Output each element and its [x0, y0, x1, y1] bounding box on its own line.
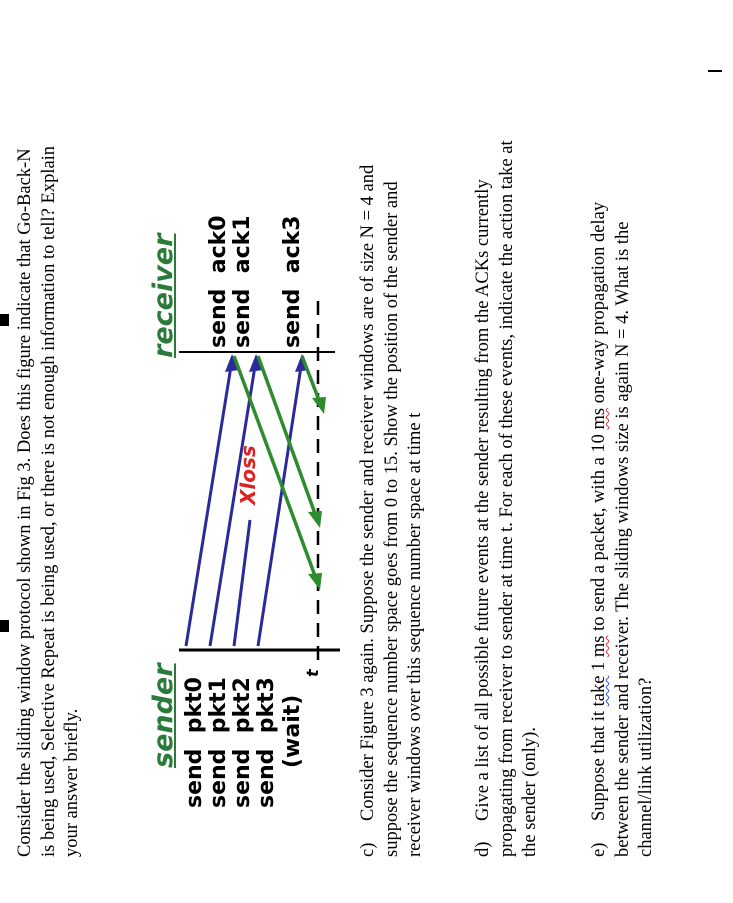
intro-line-2: is being used, Selective Repeat is being used, or there is not enough information to tell? Explain: [38, 145, 59, 857]
intro-line-1: Consider the sliding window protocol shown in Fig 3. Does this figure indicate that Go-Back-N: [15, 148, 35, 857]
sender-heading: sender: [148, 663, 179, 768]
question-c-line-1: Consider Figure 3 again. Suppose the sender and receiver windows are of size N = 4 and: [358, 164, 378, 821]
question-e-line-1b: 1: [589, 657, 609, 676]
question-e-line-1d: one-way propagation delay: [589, 201, 609, 408]
receiver-event-ack3: send ack3: [280, 215, 305, 348]
question-e-line-1a: Suppose that it: [589, 706, 609, 821]
question-e-line-1c: to send a packet, with a 10: [589, 429, 609, 636]
question-e-line-3: channel/link utilization?: [636, 677, 656, 857]
question-d-paragraph: [472, 17, 543, 857]
question-e-unit-ms: ms: [589, 635, 609, 658]
question-d-line-1: Give a list of all possible future events at the sender resulting from the ACKs currently: [473, 179, 493, 821]
loss-label: Xloss: [236, 445, 260, 505]
question-c-line-2: suppose the sequence number space goes from 0 to 15. Show the position of the sender and: [381, 181, 402, 857]
receiver-event-ack1: send ack1: [230, 215, 255, 348]
sender-event-pkt2: send pkt2: [230, 677, 255, 808]
question-d-line-3: the sender (only).: [520, 727, 540, 857]
question-e-line-2: between the sender and receiver. The sliding windows size is again N = 4. What is the: [612, 221, 633, 857]
receiver-heading: receiver: [148, 233, 179, 358]
question-c-line-3: receiver windows over this sequence number space at time t: [405, 412, 425, 857]
question-e-paragraph: [588, 57, 659, 857]
intro-line-3: your answer briefly.: [62, 708, 82, 857]
receiver-event-ack0: send ack0: [206, 215, 231, 348]
question-c-paragraph: [357, 37, 428, 857]
sender-event-pkt3: send pkt3: [254, 677, 279, 808]
question-e-unit-ms-2: ms: [589, 407, 609, 430]
time-t-label: t: [303, 669, 322, 677]
question-b-paragraph: [14, 27, 85, 857]
sender-event-pkt1: send pkt1: [206, 677, 231, 808]
question-c-letter: c): [358, 842, 378, 857]
question-d-line-2: propagating from receiver to sender at time t. For each of these events, indicate the action take at: [496, 140, 517, 857]
question-e-word-take: take: [589, 675, 609, 707]
sender-event-wait: (wait): [280, 694, 305, 768]
sender-event-pkt0: send pkt0: [182, 677, 207, 808]
question-d-letter: d): [473, 841, 493, 857]
question-e-letter: e): [589, 842, 609, 857]
